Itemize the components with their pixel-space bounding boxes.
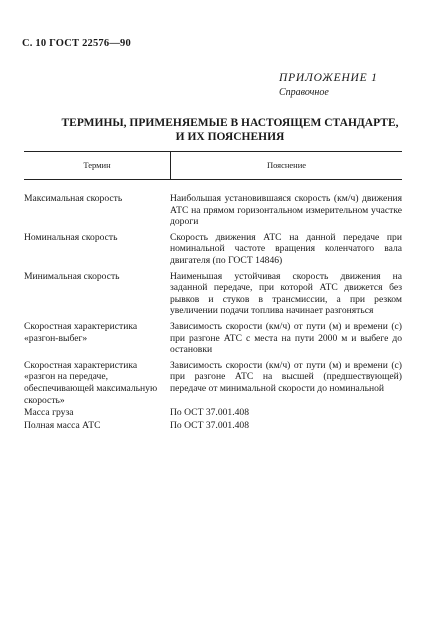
section-title-line-1: ТЕРМИНЫ, ПРИМЕНЯЕМЫЕ В НАСТОЯЩЕМ СТАНДАРТЕ,: [61, 117, 399, 129]
table-header-rule: [24, 179, 402, 180]
appendix-label: ПРИЛОЖЕНИЕ 1: [279, 72, 378, 84]
table-row: [24, 232, 402, 267]
explanation-cell: Зависимость скорости (км/ч) от пути (м) и времени (с) при разгоне АТС с места на пути 2000 м и выбеге до остановки: [170, 320, 402, 356]
term-cell: Номинальная скорость: [24, 231, 118, 243]
table-header: [24, 152, 402, 179]
term-cell: Масса груза: [24, 407, 74, 419]
appendix-block: [279, 72, 391, 98]
term-cell: Скоростная характеристика «разгон на передаче, обеспечивающей максимальную скорость»: [24, 359, 158, 406]
term-cell: Максимальная скорость: [24, 193, 123, 204]
table-row: [24, 360, 402, 406]
column-header-explanation: Пояснение: [266, 159, 307, 170]
term-cell: Минимальная скорость: [24, 270, 120, 282]
table-row: [24, 407, 402, 419]
explanation-cell: Скорость движения АТС на данной передаче при номинальной частоте вращения коленчатого вала двигателя (по ГОСТ 14846): [170, 231, 402, 266]
page-reference: С. 10 ГОСТ 22576—90: [22, 38, 131, 49]
table-row: [24, 321, 402, 356]
table-row: [24, 420, 402, 432]
terms-table: [24, 151, 402, 432]
table-row: [24, 193, 402, 228]
appendix-note: Справочное: [279, 87, 329, 98]
column-header-term: Термин: [83, 159, 111, 170]
term-cell: Скоростная характеристика «разгон-выбег»: [24, 320, 138, 344]
explanation-cell: Зависимость скорости (км/ч) от пути (м) и времени (с) при разгоне АТС на высшей (предшествующей) передаче от минимальной скорости до номинальной: [170, 359, 402, 394]
table-body: [24, 193, 402, 431]
explanation-cell: По ОСТ 37.001.408: [170, 407, 249, 419]
explanation-cell: Наибольшая установившаяся скорость (км/ч) движения АТС на прямом горизонтальном измерительном участке дороги: [170, 193, 402, 228]
section-title: [60, 116, 400, 144]
explanation-cell: Наименьшая устойчивая скорость движения на заданной передаче, при которой АТС движется без рывков и стуков в трансмиссии, а при резком увеличении подачи топлива начинает разгоняться: [170, 270, 402, 317]
explanation-cell: По ОСТ 37.001.408: [170, 419, 249, 431]
section-title-line-2: И ИХ ПОЯСНЕНИЯ: [175, 131, 285, 143]
table-row: [24, 271, 402, 317]
term-cell: Полная масса АТС: [24, 419, 101, 431]
